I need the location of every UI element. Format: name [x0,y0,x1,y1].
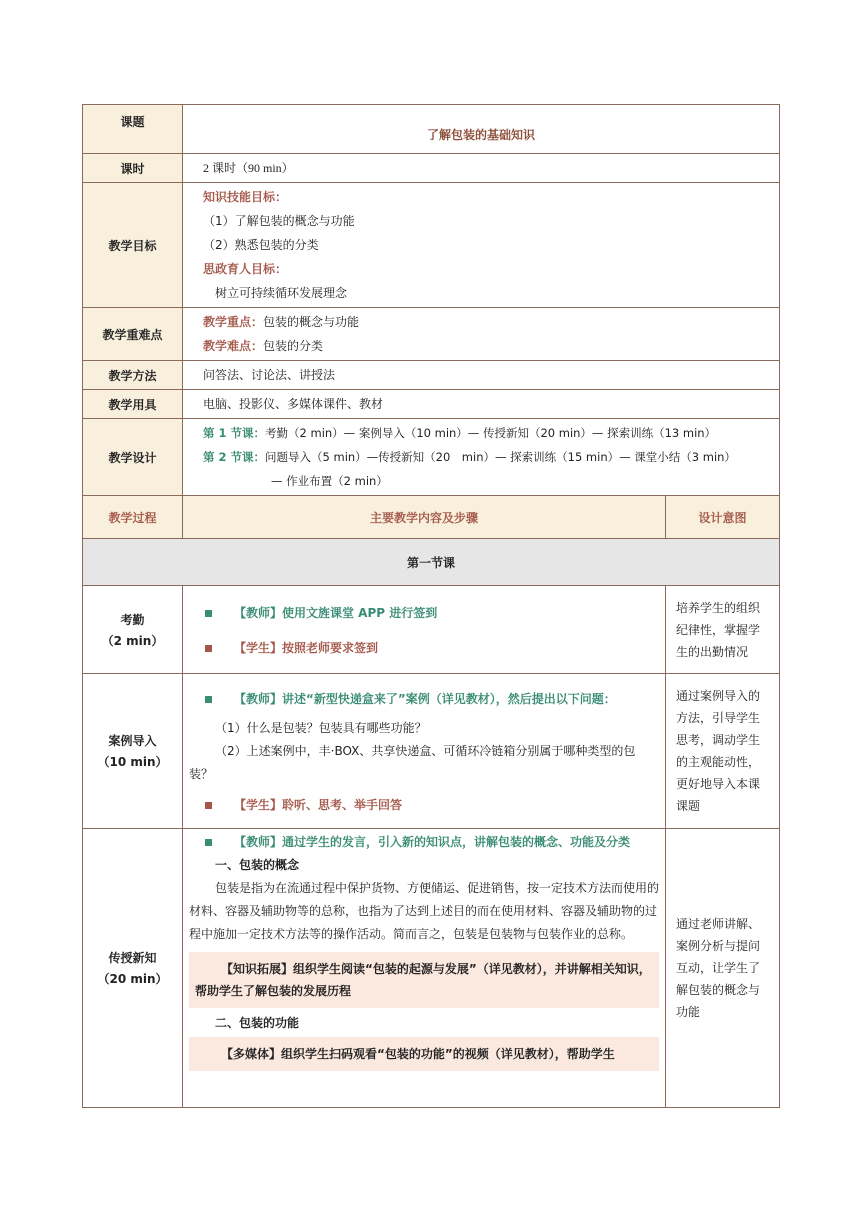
lesson1-schedule: 考勤（2 min）— 案例导入（10 min）— 传授新知（20 min）— 探索训练（13 min） [265,426,717,440]
knowledge-item: （1）了解包装的概念与功能 [203,214,355,228]
key-label: 教学重点： [203,315,264,329]
hours-row [83,154,780,183]
attendance-teacher [205,604,665,621]
goals-label: 教学目标 [83,183,183,308]
knowledge-item: （2）熟悉包装的分类 [203,238,319,252]
multimedia-box: 【多媒体】组织学生扫码观看“包装的功能”的视频（详见教材），帮助学生 [189,1037,659,1071]
case-question-2: （2）上述案例中，丰·BOX、共享快递盒、可循环冷链箱分别属于哪种类型的包装？ [189,743,636,781]
case-row [83,674,780,829]
teach-intent: 通过老师讲解、案例分析与提问互动，让学生了解包装的概念与功能 [666,829,780,1108]
focus-row [83,308,780,361]
process-header: 教学过程 [83,496,183,539]
teach-title: 传授新知 [108,951,157,965]
case-question-1: （1）什么是包装？包装具有哪些功能？ [215,720,427,735]
page-title: 了解包装的基础知识 [183,105,780,154]
ideology-item: 树立可持续循环发展理念 [215,286,348,300]
case-label [83,674,183,829]
case-title: 案例导入 [108,734,157,748]
tools-value: 电脑、投影仪、多媒体课件、教材 [183,390,780,419]
case-teacher-text: 【教师】讲述“新型快递盒来了”案例（详见教材），然后提出以下问题： [234,691,616,706]
teach-label [83,829,183,1108]
focus-label: 教学重难点 [83,308,183,361]
focus-content [183,308,780,361]
attendance-row [83,586,780,674]
lesson2-label: 第 2 节课： [203,450,266,464]
knowledge-extension-box: 【知识拓展】组织学生阅读“包装的起源与发展”（详见教材），并讲解相关知识，帮助学生了解包装的发展历程 [189,952,659,1008]
goals-row [83,183,780,308]
topic-row [83,105,780,154]
difficulty-label: 教学难点： [203,339,264,353]
lesson-title-row [83,539,780,586]
tools-row [83,390,780,419]
concept-paragraph: 包装是指为在流通过程中保护货物、方便储运、促进销售，按一定技术方法而使用的材料、容器及辅助物等的总称，也指为了达到上述目的而在使用材料、容器及辅助物的过程中施加一定技术方法等的操作活动。简而言之，包装是包装物与包装作业的总称。 [189,881,660,941]
attendance-label [83,586,183,674]
section-heading: 二、包装的功能 [215,1016,300,1030]
knowledge-title: 知识技能目标： [203,190,288,204]
case-student-text: 【学生】聆听、思考、举手回答 [234,797,403,812]
attendance-student-text: 【学生】按照老师要求签到 [234,640,379,655]
goals-content [183,183,780,308]
lesson1-label: 第 1 节课： [203,426,266,440]
process-header-row [83,496,780,539]
teach-duration: （20 min） [97,972,168,986]
key-value: 包装的概念与功能 [263,315,360,329]
teach-teacher [205,833,665,850]
design-content [183,419,780,496]
attendance-title: 考勤 [120,612,145,627]
lesson2-schedule-cont: — 作业布置（2 min） [271,474,388,488]
case-student [205,796,659,813]
case-content [183,674,666,829]
bullet-square-icon [205,802,212,809]
bullet-square-icon [205,610,212,617]
topic-label: 课题 [83,105,183,154]
methods-row [83,361,780,390]
teach-teacher-text: 【教师】通过学生的发言，引入新的知识点，讲解包装的概念、功能及分类 [234,835,631,849]
bullet-square-icon [205,645,212,652]
lesson2-schedule: 问题导入（5 min）—传授新知（20 min）— 探索训练（15 min）— 课堂小结（3 min） [265,450,736,464]
methods-label: 教学方法 [83,361,183,390]
attendance-content [183,586,666,674]
case-intent: 通过案例导入的方法，引导学生思考，调动学生的主观能动性，更好地导入本课课题 [666,674,780,829]
difficulty-value: 包装的分类 [263,339,324,353]
bullet-square-icon [205,696,212,703]
hours-label: 课时 [83,154,183,183]
attendance-teacher-text: 【教师】使用文旌课堂 APP 进行签到 [234,605,438,620]
section-heading: 一、包装的概念 [215,858,300,872]
tools-label: 教学用具 [83,390,183,419]
teach-content [183,829,666,1108]
ideology-title: 思政育人目标： [203,262,288,276]
hours-value: 2 课时（90 min） [183,154,780,183]
methods-value: 问答法、讨论法、讲授法 [183,361,780,390]
attendance-duration: （2 min） [101,633,164,648]
bullet-square-icon [205,839,212,846]
lesson-plan-table [82,104,780,1108]
attendance-intent: 培养学生的组织纪律性，掌握学生的出勤情况 [666,586,780,674]
case-duration: （10 min） [97,755,168,769]
lesson-title: 第一节课 [83,539,780,586]
design-row [83,419,780,496]
case-teacher [205,690,659,707]
design-label: 教学设计 [83,419,183,496]
attendance-student [205,639,665,656]
teach-row [83,829,780,1108]
content-header: 主要教学内容及步骤 [183,496,666,539]
intent-header: 设计意图 [666,496,780,539]
